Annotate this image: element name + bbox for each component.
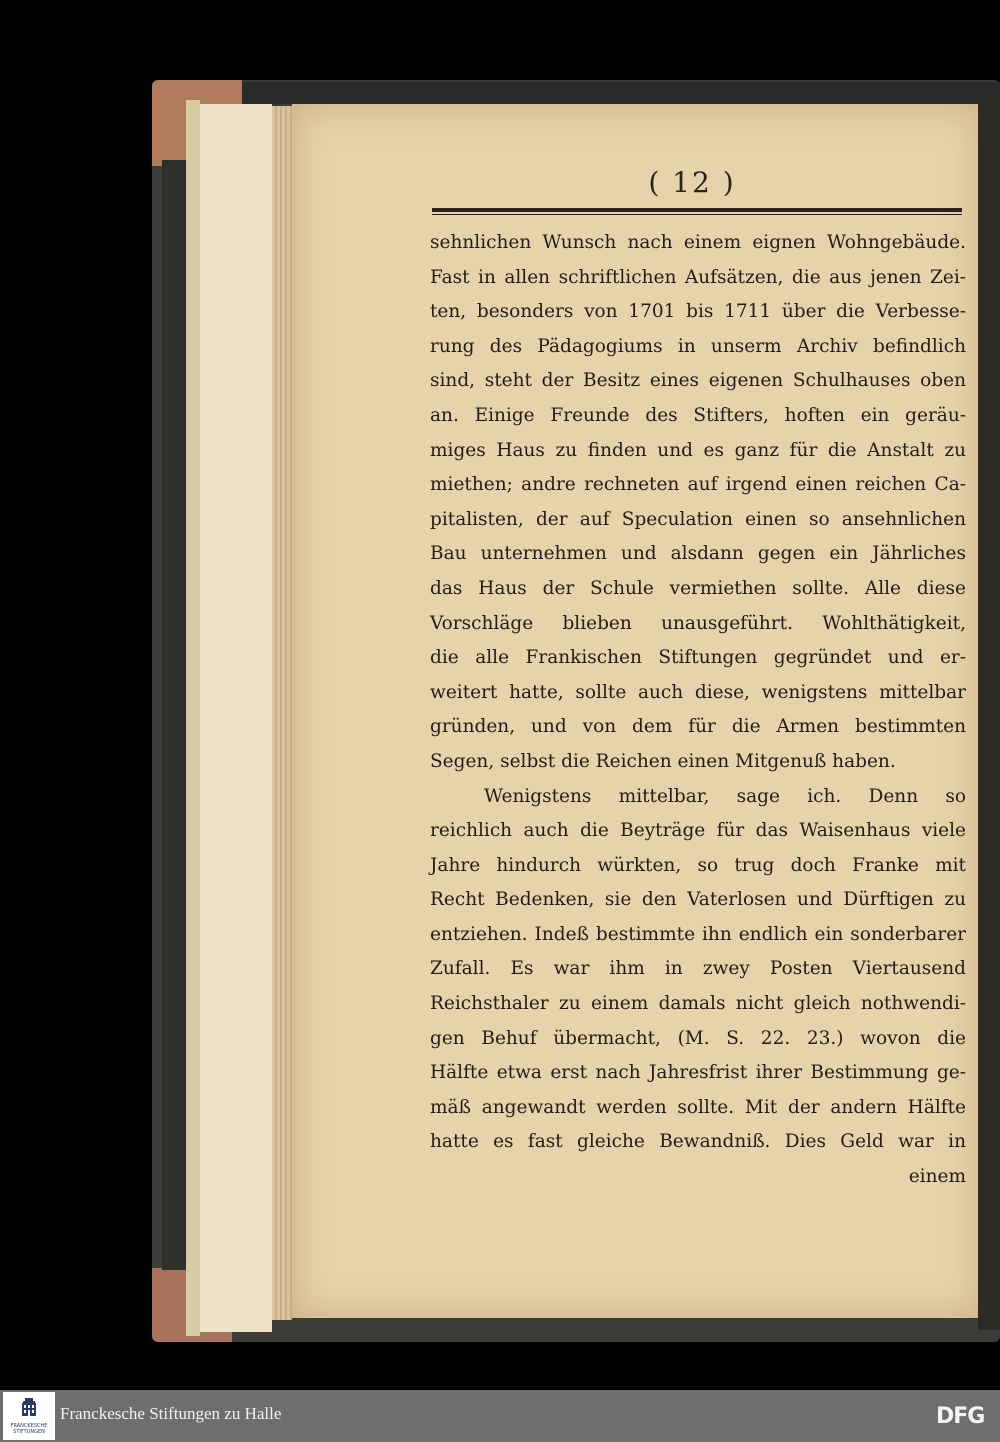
text-line: rung des Pädagogiums in unserm Archiv befindlich — [430, 335, 966, 357]
flyleaf — [200, 104, 272, 1332]
cover-top-band — [240, 82, 1000, 104]
catchword: einem — [908, 1166, 966, 1188]
text-line: ten, besonders von 1701 bis 1711 über die Verbesse- — [430, 301, 966, 323]
text-line: reichlich auch die Beyträge für das Waisenhaus viele — [430, 820, 966, 842]
logo-caption: FRANCKESCHE STIFTUNGEN — [10, 1423, 48, 1435]
text-line: weitert hatte, sollte auch diese, wenigstens mittelbar — [430, 681, 966, 703]
header-rule-thin — [432, 214, 962, 215]
text-line: Zufall. Es war ihm in zwey Posten Viertausend — [430, 958, 966, 980]
text-line: Vorschläge blieben unausgeführt. Wohlthätigkeit, — [430, 612, 966, 634]
text-line: Fast in allen schriftlichen Aufsätzen, die aus jenen Zei- — [430, 266, 966, 288]
text-line: an. Einige Freunde des Stifters, hoften ein geräu- — [430, 404, 966, 426]
text-line: Hälfte etwa erst nach Jahresfrist ihrer Bestimmung ge- — [430, 1062, 966, 1084]
text-line: Bau unternehmen und alsdann gegen ein Jährliches — [430, 543, 966, 565]
page-number: ( 12 ) — [648, 166, 736, 199]
page-text — [430, 226, 966, 1195]
cover-right-edge — [978, 100, 1000, 1330]
flyleaf-edge — [186, 100, 200, 1336]
text-line: Recht Bedenken, sie den Vaterlosen und Dürftigen zu — [430, 889, 966, 911]
building-icon — [19, 1396, 39, 1418]
text-line: miges Haus zu finden und es ganz für die Anstalt zu — [430, 439, 966, 461]
text-line: mäß angewandt werden sollte. Mit der andern Hälfte — [430, 1096, 966, 1118]
text-line: gründen, und von dem für die Armen bestimmten — [430, 716, 966, 738]
text-line: miethen; andre rechneten auf irgend einen reichen Ca- — [430, 474, 966, 496]
text-line: sind, steht der Besitz eines eigenen Schulhauses oben — [430, 370, 966, 392]
text-line: Jahre hindurch würkten, so trug doch Franke mit — [430, 854, 966, 876]
header-rule — [432, 208, 962, 212]
text-line: entziehen. Indeß bestimmte ihn endlich ein sonderbarer — [430, 923, 966, 945]
text-line: Reichsthaler zu einem damals nicht gleich nothwendi- — [430, 993, 966, 1015]
text-line: sehnlichen Wunsch nach einem eignen Wohngebäude. — [430, 232, 966, 253]
page-block-edges — [272, 106, 292, 1320]
text-line: Segen, selbst die Reichen einen Mitgenuß haben. — [430, 750, 896, 772]
text-line: das Haus der Schule vermiethen sollte. Alle diese — [430, 577, 966, 599]
text-line: pitalisten, der auf Speculation einen so ansehnlichen — [430, 508, 966, 530]
footer-title[interactable]: Franckesche Stiftungen zu Halle — [60, 1404, 282, 1423]
text-line: gen Behuf übermacht, (M. S. 22. 23.) wovon die — [430, 1027, 966, 1049]
text-line: hatte es fast gleiche Bewandniß. Dies Geld war in — [430, 1131, 966, 1153]
dfg-logo[interactable]: DFG — [936, 1404, 985, 1429]
text-line: die alle Frankischen Stiftungen gegründet und er- — [430, 647, 966, 669]
text-line: Wenigstens mittelbar, sage ich. Denn so — [484, 785, 966, 807]
